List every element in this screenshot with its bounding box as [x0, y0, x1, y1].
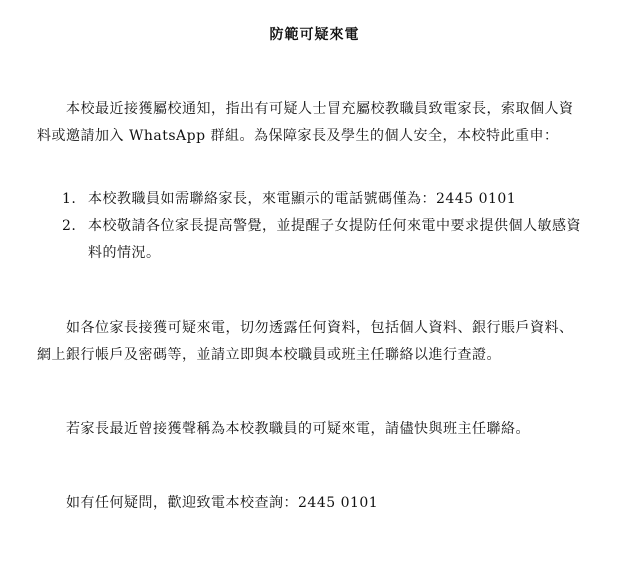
document-title: 防範可疑來電	[269, 27, 360, 43]
list-item-number: 1.	[62, 191, 77, 207]
notice-list	[62, 186, 582, 267]
list-item-text: 本校教職員如需聯絡家長，來電顯示的電話號碼僅為：2445 0101	[88, 191, 517, 207]
list-item	[62, 186, 582, 213]
intro-paragraph: 本校最近接獲屬校通知，指出有可疑人士冒充屬校教職員致電家長，索取個人資料或邀請加入 WhatsApp 群組。為保障家長及學生的個人安全，本校特此重申：	[37, 101, 574, 144]
enquiry-paragraph: 如有任何疑問，歡迎致電本校查詢：2445 0101	[66, 495, 379, 511]
list-item-text: 本校敬請各位家長提高警覺，並提醒子女提防任何來電中要求提供個人敏感資料的情況。	[88, 218, 581, 261]
contact-teacher-paragraph: 若家長最近曾接獲聲稱為本校教職員的可疑來電，請儘快與班主任聯絡。	[66, 421, 530, 437]
warning-paragraph: 如各位家長接獲可疑來電，切勿透露任何資料，包括個人資料、銀行賬戶資料、網上銀行帳戶及密碼等，並請立即與本校職員或班主任聯絡以進行查證。	[37, 320, 574, 363]
list-item-number: 2.	[62, 218, 77, 234]
list-item	[62, 213, 582, 267]
